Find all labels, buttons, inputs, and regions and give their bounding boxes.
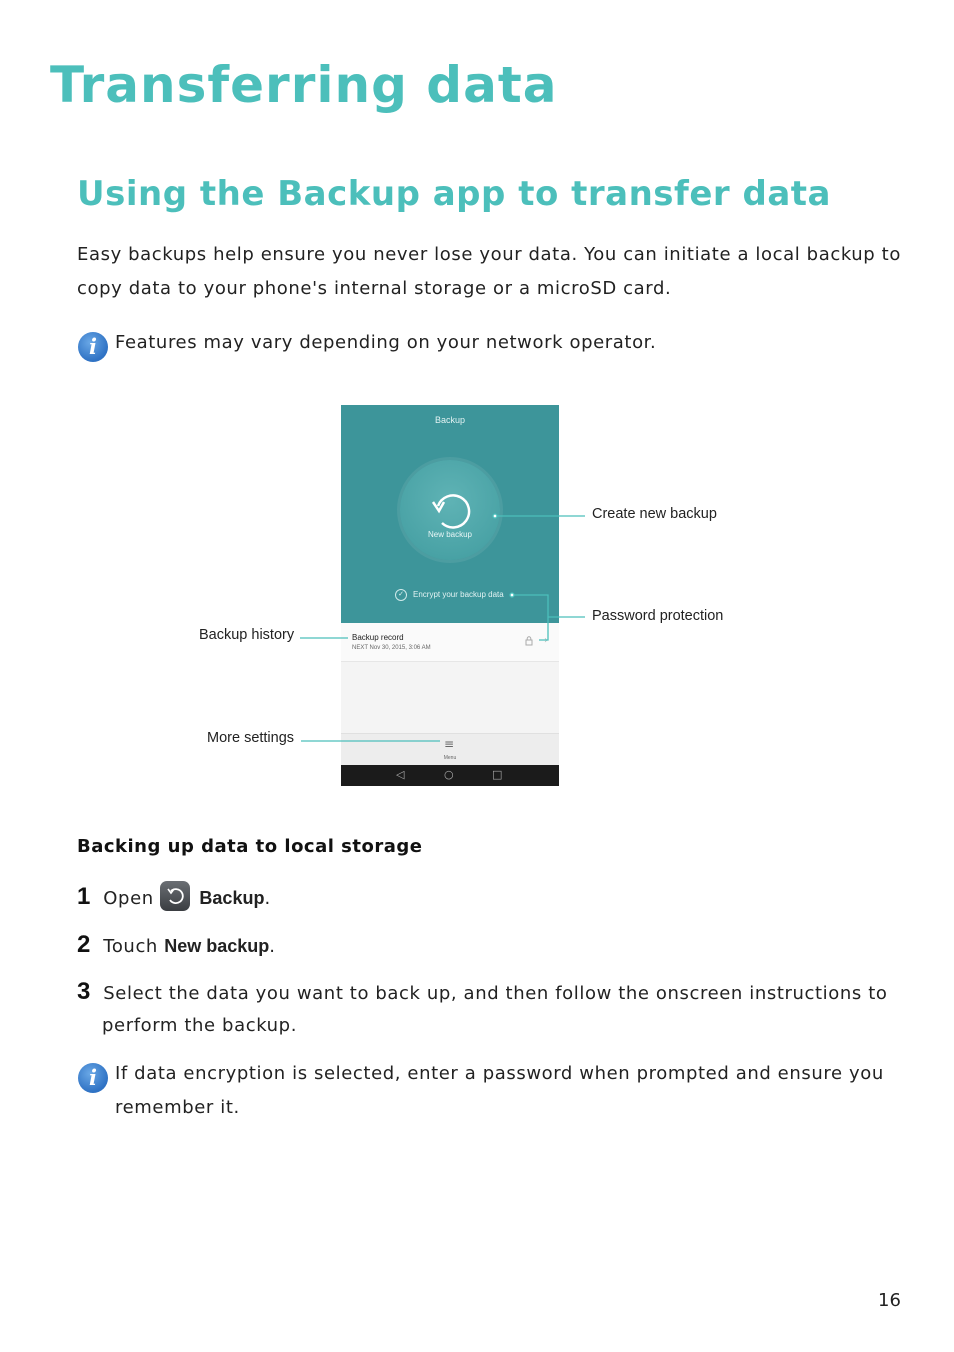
info-icon: i: [78, 332, 108, 362]
step-3: [77, 975, 887, 1011]
step-number: 3: [77, 978, 91, 1005]
note-encryption-line-1: If data encryption is selected, enter a password when prompted and ensure you: [115, 1063, 884, 1084]
page-title: Transferring data: [50, 56, 558, 114]
step-text: Touch: [103, 936, 165, 957]
step-text: Open: [103, 888, 161, 909]
recents-icon[interactable]: □: [492, 768, 503, 781]
check-icon: ✓: [395, 589, 407, 601]
intro-line-2: copy data to your phone's internal storage or a microSD card.: [77, 278, 672, 299]
step-3-continued: perform the backup.: [102, 1015, 298, 1036]
callout-create-new-backup: Create new backup: [592, 506, 717, 522]
step-bold: Backup: [199, 888, 265, 908]
new-backup-label: New backup: [427, 530, 473, 539]
info-icon: i: [78, 1063, 108, 1093]
menu-icon[interactable]: ≡: [444, 737, 455, 751]
section-title: Using the Backup app to transfer data: [77, 174, 831, 214]
step-number: 2: [77, 931, 91, 958]
back-icon[interactable]: ◁: [396, 768, 405, 781]
menu-label: Menu: [443, 755, 457, 761]
note-encryption-line-2: remember it.: [115, 1097, 240, 1118]
step-punct: .: [269, 936, 276, 957]
step-1: [77, 880, 271, 916]
encrypt-label: Encrypt your backup data: [413, 590, 504, 600]
backup-app-icon: [160, 881, 190, 911]
step-2: [77, 928, 276, 964]
step-number: 1: [77, 883, 91, 910]
intro-line-1: Easy backups help ensure you never lose your data. You can initiate a local backup to: [77, 244, 901, 265]
callout-password-protection: Password protection: [592, 608, 724, 624]
record-subtitle: NEXT Nov 30, 2015, 3:06 AM: [352, 645, 431, 651]
subheading: Backing up data to local storage: [77, 836, 423, 857]
home-icon[interactable]: ○: [444, 768, 454, 781]
step-punct: .: [264, 888, 271, 909]
step-text: Select the data you want to back up, and then follow the onscreen instructions to: [103, 983, 888, 1004]
step-bold: New backup: [164, 936, 270, 956]
callout-backup-history: Backup history: [199, 627, 295, 643]
note-operator: Features may vary depending on your network operator.: [115, 332, 657, 353]
backup-app-title: Backup: [434, 415, 466, 425]
record-title: Backup record: [352, 633, 404, 642]
chevron-right-icon: ›: [544, 635, 548, 646]
callout-more-settings: More settings: [207, 730, 295, 746]
password-callout-bracket: [512, 595, 548, 640]
page-number: 16: [878, 1290, 901, 1311]
